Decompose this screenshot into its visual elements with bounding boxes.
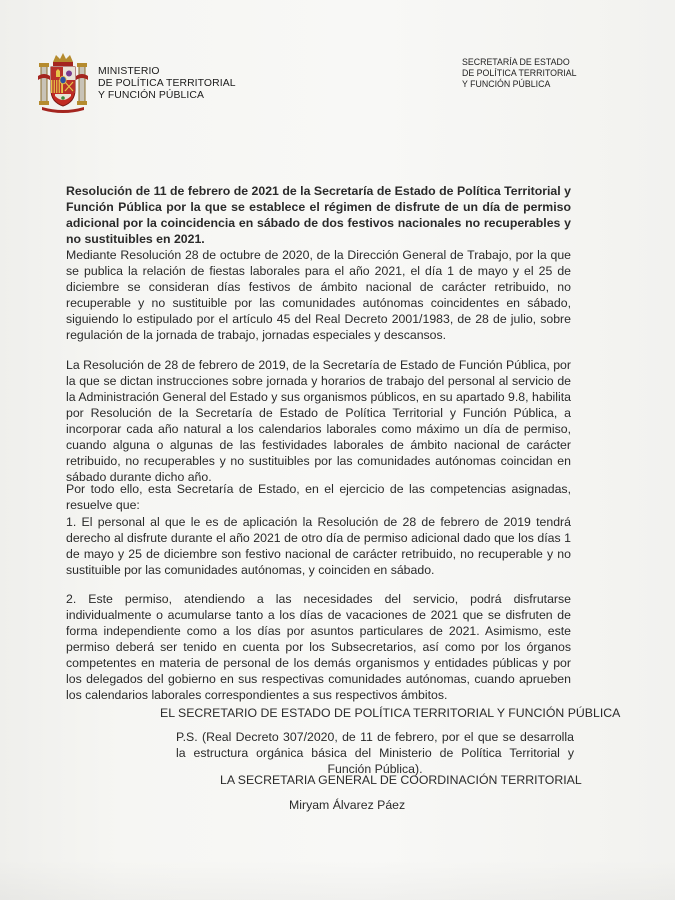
secretaria-line: DE POLÍTICA TERRITORIAL xyxy=(462,68,577,78)
signatory-title: EL SECRETARIO DE ESTADO DE POLÍTICA TERRITORIAL Y FUNCIÓN PÚBLICA xyxy=(160,706,621,720)
resolution-point-1: 1. El personal al que le es de aplicación la Resolución de 28 de febrero de 2019 tendrá derecho al disfrute durante el año 2021 de otro día de permiso adicional dado que los días 1 de mayo y 25 de diciembre son festivo nacional de carácter retribuido, no recuperable y no sustituible por las comunidades autónomas, y coinciden en sábado. xyxy=(66,515,571,577)
paragraph-2: La Resolución de 28 de febrero de 2019, de la Secretaría de Estado de Función Pública, por la que se dictan instrucciones sobre jornada y horarios de trabajo del personal al servicio de la Administración General del Estado y sus organismos públicos, en su apartado 9.8, habilita por Resolución de la Secretaría de Estado de Política Territorial y Función Pública, a incorporar cada año natural a los calendarios laborales como máximo un día de permiso, cuando alguna o algunas de las festividades laborales de ámbito nacional de carácter retribuido, no recuperables y no sustituibles por las comunidades autónomas coincidan en sábado durante dicho año. xyxy=(66,358,571,484)
paragraph-1: Mediante Resolución 28 de octubre de 2020, de la Dirección General de Trabajo, por la que se publica la relación de fiestas laborales para el año 2021, el día 1 de mayo y el 25 de diciembre se consideran días festivos de ámbito nacional de carácter retribuido, no recuperable y no sustituible por las comunidades autónomas coincidentes en sábado, siguiendo lo estipulado por el artículo 45 del Real Decreto 2001/1983, de 28 de julio, sobre regulación de la jornada de trabajo, jornadas especiales y descansos. xyxy=(66,248,571,342)
secretaria-line: SECRETARÍA DE ESTADO xyxy=(462,57,570,67)
ministry-line: DE POLÍTICA TERRITORIAL xyxy=(98,78,236,89)
secretaria-line: Y FUNCIÓN PÚBLICA xyxy=(462,79,551,89)
signatory-name: Miryam Álvarez Páez xyxy=(289,798,406,812)
resolution-title: Resolución de 11 de febrero de 2021 de la Secretaría de Estado de Política Territorial y Función Pública por la que se establece el régimen de disfrute de un día de permiso adicional por la coincidencia en sábado de dos festivos nacionales no recuperables y no sustituibles en 2021. xyxy=(66,184,571,246)
secretaria-heading xyxy=(462,57,577,90)
signatory-position: LA SECRETARIA GENERAL DE COORDINACIÓN TERRITORIAL xyxy=(220,773,582,787)
resolution-point-2: 2. Este permiso, atendiendo a las necesidades del servicio, podrá disfrutarse individualmente o acumularse tanto a los días de vacaciones de 2021 que se disfruten de forma independiente como a los días por asuntos particulares de 2021. Asimismo, este permiso deberá ser tenido en cuenta por los Subsecretarios, así como por los órganos competentes en materia de personal de los demás organismos y entidades públicas y por los delegados del gobierno en sus respectivas comunidades autónomas, cuando aprueben los calendarios laborales correspondientes a sus respectivos ámbitos. xyxy=(66,592,571,702)
signatory-substitution-note: P.S. (Real Decreto 307/2020, de 11 de febrero, por el que se desarrolla la estructura orgánica básica del Ministerio de Política Territorial y Función Pública). xyxy=(176,730,574,776)
paragraph-3: Por todo ello, esta Secretaría de Estado, en el ejercicio de las competencias asignadas, resuelve que: xyxy=(66,482,571,512)
page-shadow xyxy=(0,860,675,900)
ministry-line: MINISTERIO xyxy=(98,66,160,77)
spanish-coat-of-arms-icon xyxy=(36,52,90,114)
ministry-name xyxy=(98,66,236,102)
ministry-line: Y FUNCIÓN PÚBLICA xyxy=(98,90,205,101)
